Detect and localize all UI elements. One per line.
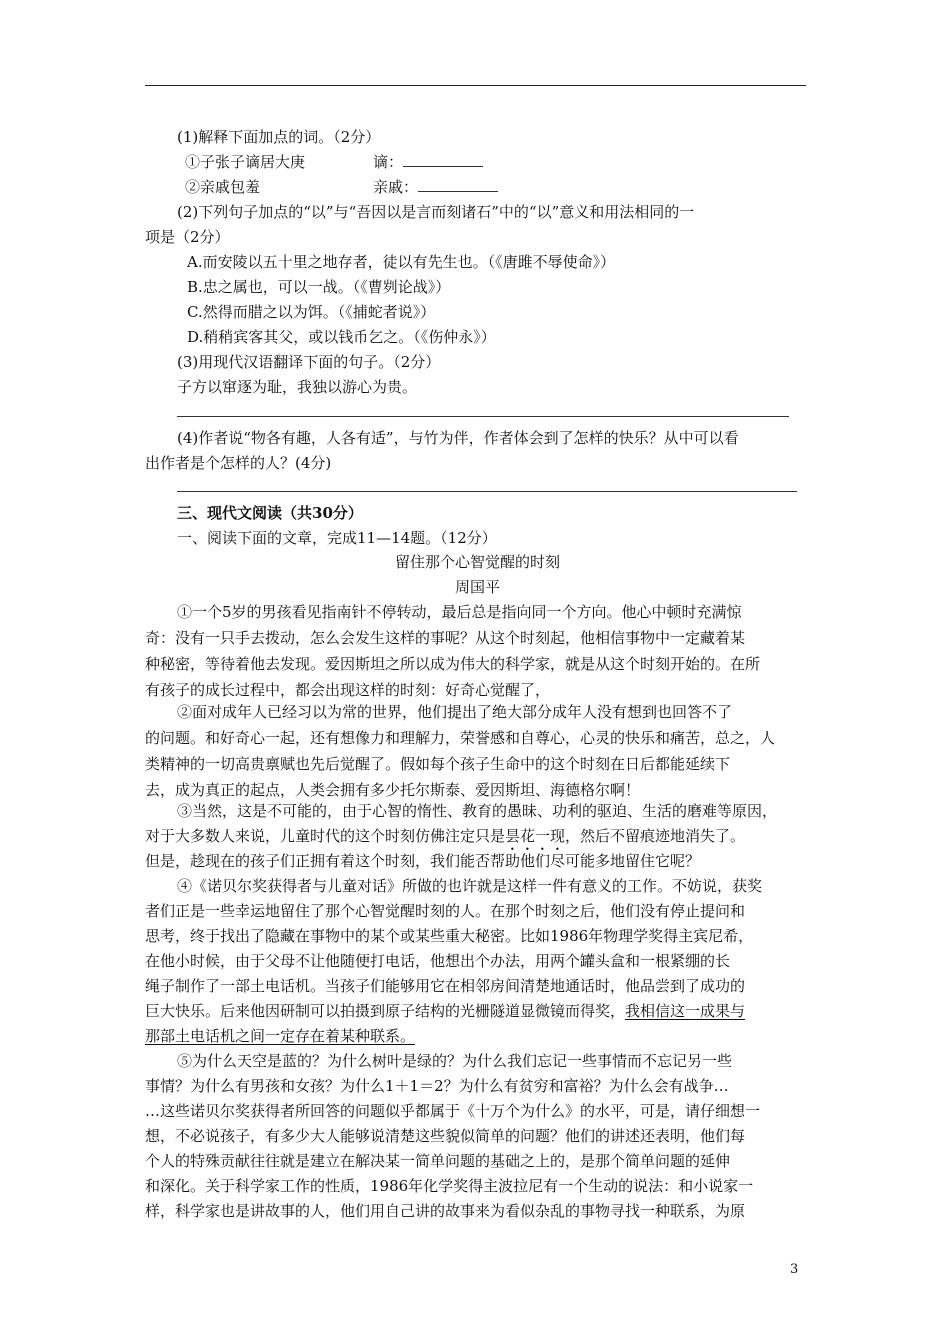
article-p1-line: 有孩子的成长过程中，都会出现这样的时刻：好奇心觉醒了， <box>145 681 551 699</box>
q1-item2-label: 亲戚： <box>373 178 419 196</box>
p3-text-before: 对于大多数人来说，儿童时代的这个时刻仿佛注定只是 <box>145 827 506 845</box>
article-p5-line: 样，科学家也是讲故事的人，他们用自己讲的故事来为看似杂乱的事物寻找一种联系，为原 <box>145 1202 746 1220</box>
q2-line1: (2)下列句子加点的“以”与“吾因以是言而刻诸石”中的“以”意义和用法相同的一 <box>177 203 695 221</box>
section-heading: 三、现代文阅读（共30分） <box>177 504 363 522</box>
article-p4-line: 思考，终于找出了隐藏在事物中的某个或某些重大秘密。比如1986年物理学奖得主宾尼希， <box>145 927 754 945</box>
header-rule <box>145 85 806 86</box>
article-p4-line: 在他小时候，由于父母不让他随便打电话，他想出个办法，用两个罐头盒和一根紧绷的长 <box>145 952 731 970</box>
p4-underlined-sentence-end: 那部土电话机之间一定存在着某种联系。 <box>145 1027 416 1045</box>
p4-text-before: 巨大快乐。后来他因研制可以拍摄到原子结构的光栅隧道显微镜而得奖， <box>145 1002 626 1020</box>
article-p4-line: 者们正是一些幸运地留住了那个心智觉醒时刻的人。在那个时刻之后，他们没有停止提问和 <box>145 902 746 920</box>
q1-item2 <box>185 175 850 199</box>
q2-option-b: B.忠之属也，可以一战。（《曹刿论战》） <box>187 278 451 296</box>
q4-line1: (4)作者说“物各有趣，人各有适”，与竹为伴，作者体会到了怎样的快乐？从中可以看 <box>177 429 739 447</box>
article-p4-line: ④《诺贝尔奖获得者与儿童对话》所做的也许就是这样一件有意义的工作。不妨说，获奖 <box>177 877 763 895</box>
q4-answer-line[interactable] <box>177 491 797 492</box>
article-p5-line: 想，不必说孩子，有多少大人能够说清楚这些貌似简单的问题？他们的讲述还表明，他们每 <box>145 1127 746 1145</box>
q3-sentence: 子方以窜逐为耻，我独以游心为贵。 <box>177 378 418 396</box>
p3-dotted-phrase: 昙花一现 <box>505 827 566 845</box>
article-p2-line: ②面对成年人已经习以为常的世界，他们提出了绝大部分成年人没有想到也回答不了 <box>177 703 733 721</box>
article-p4-line <box>145 999 810 1023</box>
q2-option-a: A.而安陵以五十里之地存者，徒以有先生也。（《唐雎不辱使命》） <box>187 253 616 271</box>
q4-line2: 出作者是个怎样的人？(4分) <box>145 454 332 472</box>
q1-item1 <box>185 150 850 174</box>
q1-title: (1)解释下面加点的词。（2分） <box>177 128 381 146</box>
q1-item1-label: 谪： <box>373 153 404 171</box>
p3-text-after: ，然后不留痕迹地消失了。 <box>565 827 746 845</box>
article-p1-line: ①一个5岁的男孩看见指南针不停转动，最后总是指向同一个方向。他心中顿时充满惊 <box>177 603 742 621</box>
p4-underlined-sentence: 我相信这一成果与 <box>625 1002 746 1020</box>
article-p1-line: 奇：没有一只手去拨动，怎么会发生这样的事呢？从这个时刻起，他相信事物中一定藏着某 <box>145 629 746 647</box>
article-p2-line: 去，成为真正的起点，人类会拥有多少托尔斯泰、爱因斯坦、海德格尔啊！ <box>145 781 641 799</box>
article-title: 留住那个心智觉醒的时刻 <box>394 553 560 571</box>
article-p5-line: …这些诺贝尔奖获得者所回答的问题似乎都属于《十万个为什么》的水平，可是，请仔细想一 <box>145 1102 761 1120</box>
article-p1-line: 种秘密，等待着他去发现。爱因斯坦之所以成为伟大的科学家，就是从这个时刻开始的。在所 <box>145 655 761 673</box>
article-p3-line: 但是，趁现在的孩子们正拥有着这个时刻，我们能否帮助他们尽可能多地留住它呢？ <box>145 852 701 870</box>
article-p2-line: 的问题。和好奇心一起，还有想像力和理解力，荣誉感和自尊心，心灵的快乐和痛苦，总之，人 <box>145 729 776 747</box>
article-p2-line: 类精神的一切高贵禀赋也先后觉醒了。假如每个孩子生命中的这个时刻在日后都能延续下 <box>145 755 731 773</box>
article-p5-line: 事情？为什么有男孩和女孩？为什么1＋1＝2？为什么有贫穷和富裕？为什么会有战争… <box>145 1077 729 1095</box>
article-p5-line: 个人的特殊贡献往往就是建立在解决某一简单问题的基础之上的，是那个简单问题的延伸 <box>145 1152 731 1170</box>
article-p5-line: ⑤为什么天空是蓝的？为什么树叶是绿的？为什么我们忘记一些事情而不忘记另一些 <box>177 1052 733 1070</box>
q3-answer-line[interactable] <box>177 416 789 417</box>
q2-option-c: C.然得而腊之以为饵。（《捕蛇者说》） <box>187 303 436 321</box>
q1-item2-text: ②亲戚包羞 <box>185 178 261 196</box>
article-p4-line: 绳子制作了一部土电话机。当孩子们能够用它在相邻房间清楚地通话时，他品尝到了成功的 <box>145 977 746 995</box>
article-p5-line: 和深化。关于科学家工作的性质，1986年化学奖得主波拉尼有一个生动的说法：和小说家一 <box>145 1177 754 1195</box>
page-number: 3 <box>790 1262 799 1277</box>
q2-line2: 项是（2分） <box>145 228 230 246</box>
q3-title: (3)用现代汉语翻译下面的句子。（2分） <box>177 353 441 371</box>
article-author: 周国平 <box>454 578 500 596</box>
q1-item1-text: ①子张子谪居大庚 <box>185 153 306 171</box>
article-p4-line <box>145 1024 810 1048</box>
q1-item2-blank[interactable] <box>418 177 498 192</box>
q1-item1-blank[interactable] <box>403 152 483 167</box>
q2-option-d: D.稍稍宾客其父，或以钱币乞之。（《伤仲永》） <box>187 328 496 346</box>
article-p3-line: ③当然，这是不可能的，由于心智的惰性、教育的愚昧、功利的驱迫、生活的磨难等原因， <box>177 802 778 820</box>
section-intro: 一、阅读下面的文章，完成11—14题。（12分） <box>177 529 497 547</box>
